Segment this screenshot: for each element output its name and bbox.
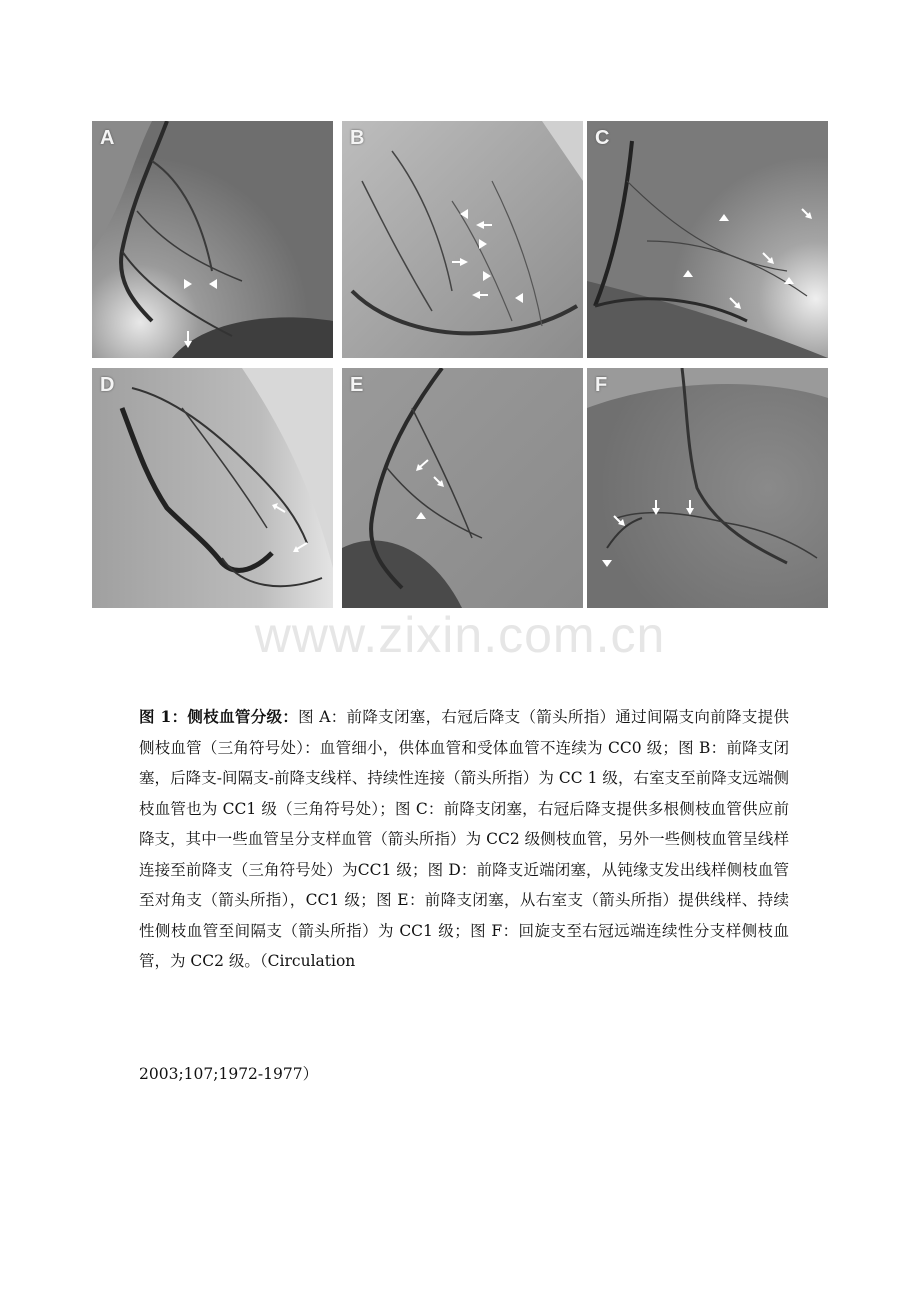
panel-label-f: F [595, 374, 608, 396]
panel-a [92, 121, 333, 358]
panel-d [92, 368, 333, 608]
panel-label-e: E [350, 374, 364, 396]
panel-label-d: D [100, 374, 115, 396]
angiogram-f-image [587, 368, 828, 608]
angiogram-c-image [587, 121, 828, 358]
panel-e [342, 368, 583, 608]
caption-lead: 图 1：侧枝血管分级： [139, 707, 299, 726]
panel-label-b: B [350, 127, 365, 149]
angiogram-a-image [92, 121, 333, 358]
angiography-figure [92, 121, 828, 608]
panel-b [342, 121, 583, 358]
angiogram-b-image [342, 121, 583, 358]
caption-text: 图 A：前降支闭塞，右冠后降支（箭头所指）通过间隔支向前降支提供侧枝血管（三角符号处）：血管细小，供体血管和受体血管不连续为 CC0 级；图 B：前降支闭塞，后降支-间隔支-前降支线样、持续性连接（箭头所指）为 CC 1 级，右室支至前降支远端侧枝血管也为 CC1 级（三角符号处）；图 C：前降支闭塞，右冠后降支提供多根侧枝血管供应前降支，其中一些血管呈分支样血管（箭头所指）为 CC2 级侧枝血管，另外一些侧枝血管呈线样连接至前降支（三角符号处）为CC1 级；图 D：前降支近端闭塞，从钝缘支发出线样侧枝血管至对角支（箭头所指），CC1 级；图 E：前降支闭塞，从右室支（箭头所指）提供线样、持续性侧枝血管至间隔支（箭头所指）为 CC1 级；图 F：回旋支至右冠远端连续性分支样侧枝血管，为 CC2 级。（Circulation [139, 708, 789, 970]
angiogram-d-image [92, 368, 333, 608]
panel-c [587, 121, 828, 358]
watermark: www.zixin.com.cn [254, 607, 666, 663]
angiogram-e-image [342, 368, 583, 608]
figure-caption [139, 702, 789, 977]
panel-label-a: A [100, 127, 115, 149]
caption-citation: 2003;107;1972-1977） [139, 1065, 319, 1083]
panel-f [587, 368, 828, 608]
panel-label-c: C [595, 127, 610, 149]
